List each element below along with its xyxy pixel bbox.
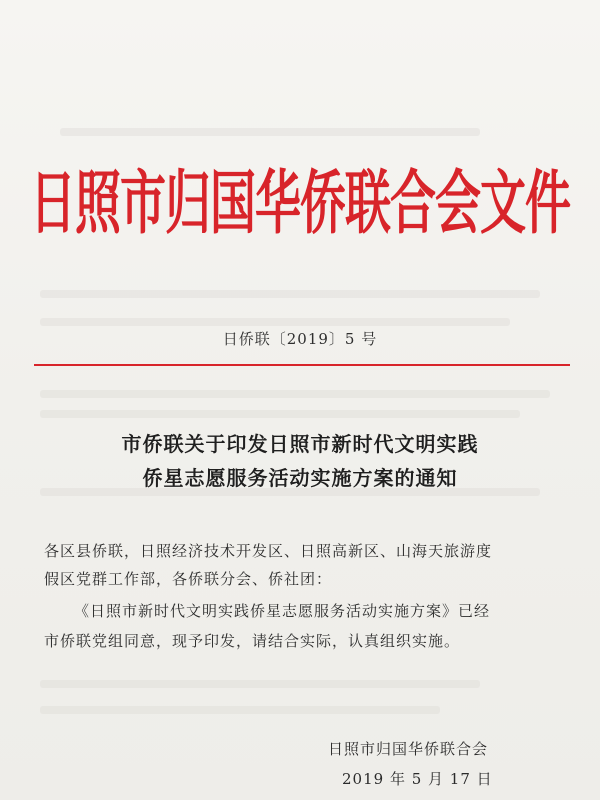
body-line-1: 《日照市新时代文明实践侨星志愿服务活动实施方案》已经: [74, 602, 491, 620]
addressee-line-1: 各区县侨联，日照经济技术开发区、日照高新区、山海天旅游度: [44, 542, 493, 560]
signature-date: 2019 年 5 月 17 日: [342, 770, 493, 788]
bleed-through-line: [40, 318, 510, 326]
document-number: 日侨联〔2019〕5 号: [222, 330, 378, 348]
addressee-line-2: 假区党群工作部，各侨联分会、侨社团：: [44, 570, 333, 588]
bleed-through-line: [60, 128, 480, 136]
bleed-through-line: [40, 290, 540, 298]
document-header-title: 日照市归国华侨联合会文件: [30, 162, 570, 243]
notice-title-line-2: 侨星志愿服务活动实施方案的通知: [142, 466, 458, 490]
red-divider-line: [34, 364, 570, 366]
bleed-through-line: [40, 390, 550, 398]
bleed-through-line: [40, 706, 440, 714]
body-line-2: 市侨联党组同意，现予印发，请结合实际，认真组织实施。: [44, 632, 461, 650]
bleed-through-line: [40, 410, 520, 418]
bleed-through-line: [40, 680, 480, 688]
signature-organization: 日照市归国华侨联合会: [328, 740, 489, 758]
notice-title-line-1: 市侨联关于印发日照市新时代文明实践: [121, 432, 479, 456]
